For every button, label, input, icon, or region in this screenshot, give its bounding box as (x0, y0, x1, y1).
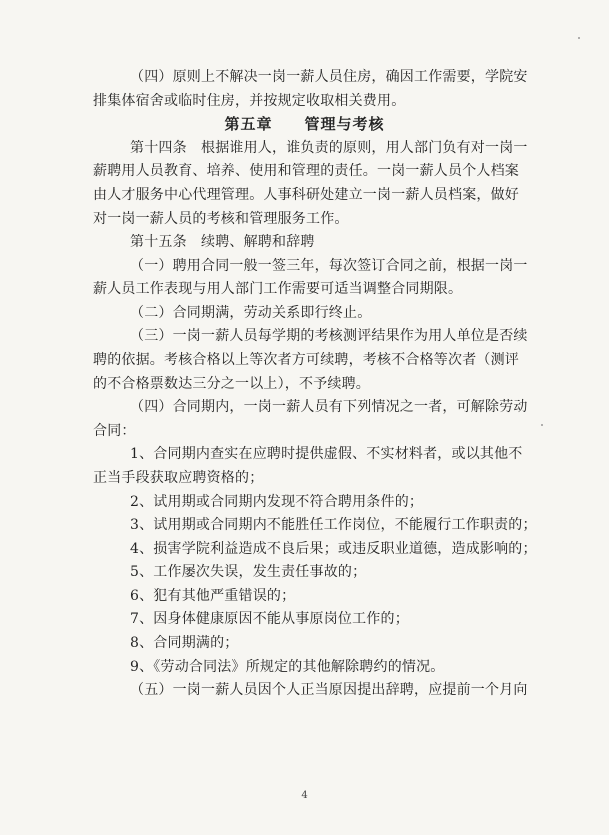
text-line: （四）原则上不解决一岗一薪人员住房，确因工作需要，学院安 (130, 69, 528, 85)
text-line: 聘的依据。考核合格以上等次者方可续聘，考核不合格等次者（测评 (93, 352, 519, 368)
text-line: 薪人员工作表现与用人部门工作需要可适当调整合同期限。 (93, 281, 463, 297)
text-line: 8、合同期满的； (130, 635, 239, 651)
text-line: 7、因身体健康原因不能从事原岗位工作的； (130, 611, 409, 627)
text-line: 第十四条 根据谁用人，谁负责的原则，用人部门负有对一岗一 (130, 140, 528, 156)
text-line: （一）聘用合同一般一签三年，每次签订合同之前，根据一岗一 (130, 258, 528, 274)
scan-speck (578, 37, 580, 39)
text-line: （四）合同期内，一岗一薪人员有下列情况之一者，可解除劳动 (130, 399, 528, 415)
text-line: 1、合同期内查实在应聘时提供虚假、不实材料者，或以其他不 (130, 446, 523, 462)
text-line: 5、工作屡次失误，发生责任事故的； (130, 564, 367, 580)
text-line: （二）合同期满，劳动关系即行终止。 (130, 305, 372, 321)
text-line: （五）一岗一薪人员因个人正当原因提出辞聘，应提前一个月向 (130, 682, 528, 698)
text-line: 4、损害学院利益造成不良后果；或违反职业道德，造成影响的； (130, 541, 537, 557)
text-line: 的不合格票数达三分之一以上），不予续聘。 (93, 376, 370, 392)
text-line: 2、试用期或合同期内发现不符合聘用条件的； (130, 494, 424, 510)
text-line: 9、《劳动合同法》所规定的其他解除聘约的情况。 (130, 659, 445, 675)
text-line: （三）一岗一薪人员每学期的考核测评结果作为用人单位是否续 (130, 328, 528, 344)
page-number: 4 (301, 790, 308, 801)
text-line: 合同： (93, 423, 136, 439)
scan-speck (541, 424, 543, 426)
text-line: 由人才服务中心代理管理。人事科研处建立一岗一薪人员档案，做好 (93, 187, 519, 203)
text-line: 对一岗一薪人员的考核和管理服务工作。 (93, 211, 349, 227)
text-line: 正当手段获取应聘资格的； (93, 470, 264, 486)
text-line: 排集体宿舍或临时住房，并按规定收取相关费用。 (93, 93, 406, 109)
text-line: 3、试用期或合同期内不能胜任工作岗位，不能履行工作职责的； (130, 517, 537, 533)
text-line: 薪聘用人员教育、培养、使用和管理的责任。一岗一薪人员个人档案 (93, 163, 519, 179)
chapter-heading: 第五章 管理与考核 (224, 115, 385, 133)
text-line: 6、犯有其他严重错误的； (130, 588, 296, 604)
text-line: 第十五条 续聘、解聘和辞聘 (130, 234, 315, 250)
